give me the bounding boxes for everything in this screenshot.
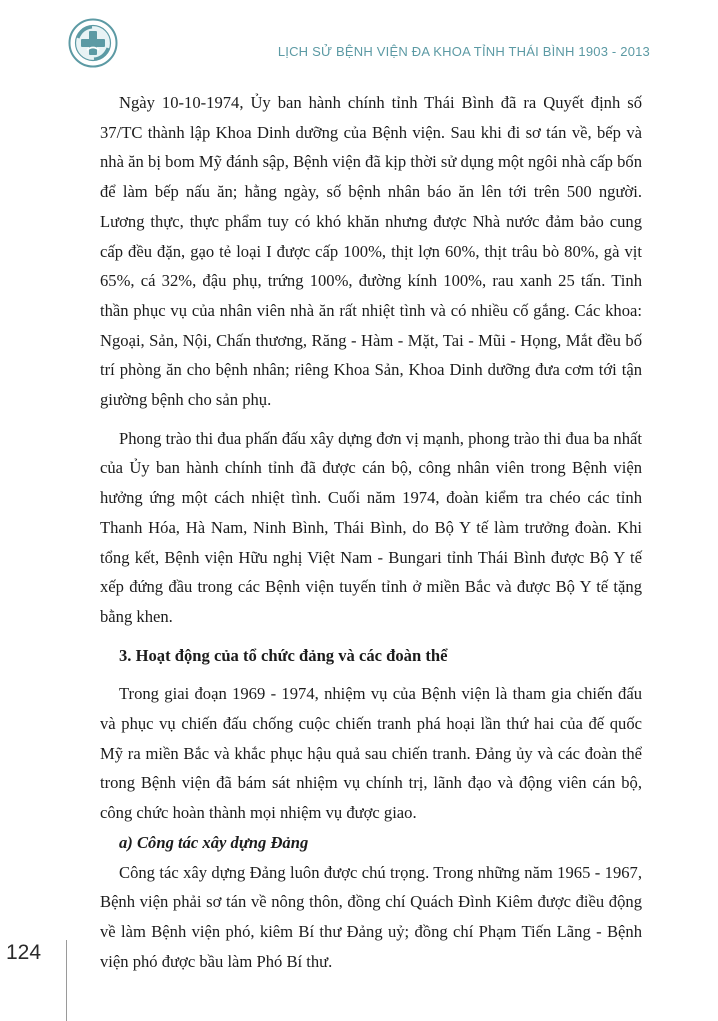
section-heading: 3. Hoạt động của tổ chức đảng và các đoàn thể <box>119 645 448 665</box>
body-paragraph: Ngày 10-10-1974, Ủy ban hành chính tỉnh Thái Bình đã ra Quyết định số 37/TC thành lập Khoa Dinh dưỡng của Bệnh viện. Sau khi đi sơ tán về, bếp và nhà ăn bị bom Mỹ đánh sập, Bệnh viện đã kịp thời sử dụng một ngôi nhà cấp bốn để làm bếp nấu ăn; hằng ngày, số bệnh nhân báo ăn lên tới trên 500 người. Lương thực, thực phẩm tuy có khó khăn nhưng được Nhà nước đảm bảo cung cấp đều đặn, gạo tẻ loại I được cấp 100%, thịt lợn 60%, thịt trâu bò 80%, gà vịt 65%, cá 32%, đậu phụ, trứng 100%, đường kính 100%, rau xanh 25 tấn. Tinh thần phục vụ của nhân viên nhà ăn rất nhiệt tình và có nhiều cố gắng. Các khoa: Ngoại, Sản, Nội, Chấn thương, Răng - Hàm - Mặt, Tai - Mũi - Họng, Mắt đều bố trí phòng ăn cho bệnh nhân; riêng Khoa Sản, Khoa Dinh dưỡng đưa cơm tới tận giường bệnh cho sản phụ. <box>100 93 642 410</box>
body-paragraph: Công tác xây dựng Đảng luôn được chú trọng. Trong những năm 1965 - 1967, Bệnh viện phải sơ tán về nông thôn, đồng chí Quách Đình Kiêm được điều động về làm Bệnh viện phó, kiêm Bí thư Đảng uỷ; đồng chí Phạm Tiến Lãng - Bệnh viện phó được bầu làm Phó Bí thư. <box>100 862 642 971</box>
hospital-logo <box>68 18 118 68</box>
body-paragraph: Trong giai đoạn 1969 - 1974, nhiệm vụ của Bệnh viện là tham gia chiến đấu và phục vụ chiến đấu chống cuộc chiến tranh phá hoại lần thứ hai của đế quốc Mỹ ra miền Bắc và khắc phục hậu quả sau chiến tranh. Đảng ủy và các đoàn thể trong Bệnh viện đã bám sát nhiệm vụ chính trị, lãnh đạo và động viên cán bộ, công chức hoàn thành mọi nhiệm vụ được giao. <box>100 684 642 823</box>
page-content <box>100 88 642 976</box>
hospital-emblem-icon <box>68 18 118 68</box>
subsection-heading: a) Công tác xây dựng Đảng <box>119 832 309 852</box>
running-header: LỊCH SỬ BỆNH VIỆN ĐA KHOA TỈNH THÁI BÌNH 1903 - 2013 <box>277 44 650 59</box>
page-number-divider <box>66 940 67 1021</box>
body-paragraph: Phong trào thi đua phấn đấu xây dựng đơn vị mạnh, phong trào thi đua ba nhất của Ủy ban hành chính tỉnh đã được cán bộ, công nhân viên trong Bệnh viện hưởng ứng một cách nhiệt tình. Cuối năm 1974, đoàn kiểm tra chéo các tỉnh Thanh Hóa, Hà Nam, Ninh Bình, Thái Bình, do Bộ Y tế làm trưởng đoàn. Khi tổng kết, Bệnh viện Hữu nghị Việt Nam - Bungari tỉnh Thái Bình được Bộ Y tế xếp đứng đầu trong các Bệnh viện tuyến tỉnh ở miền Bắc và được Bộ Y tế tặng bằng khen. <box>100 428 642 626</box>
page-number: 124 <box>6 941 42 964</box>
